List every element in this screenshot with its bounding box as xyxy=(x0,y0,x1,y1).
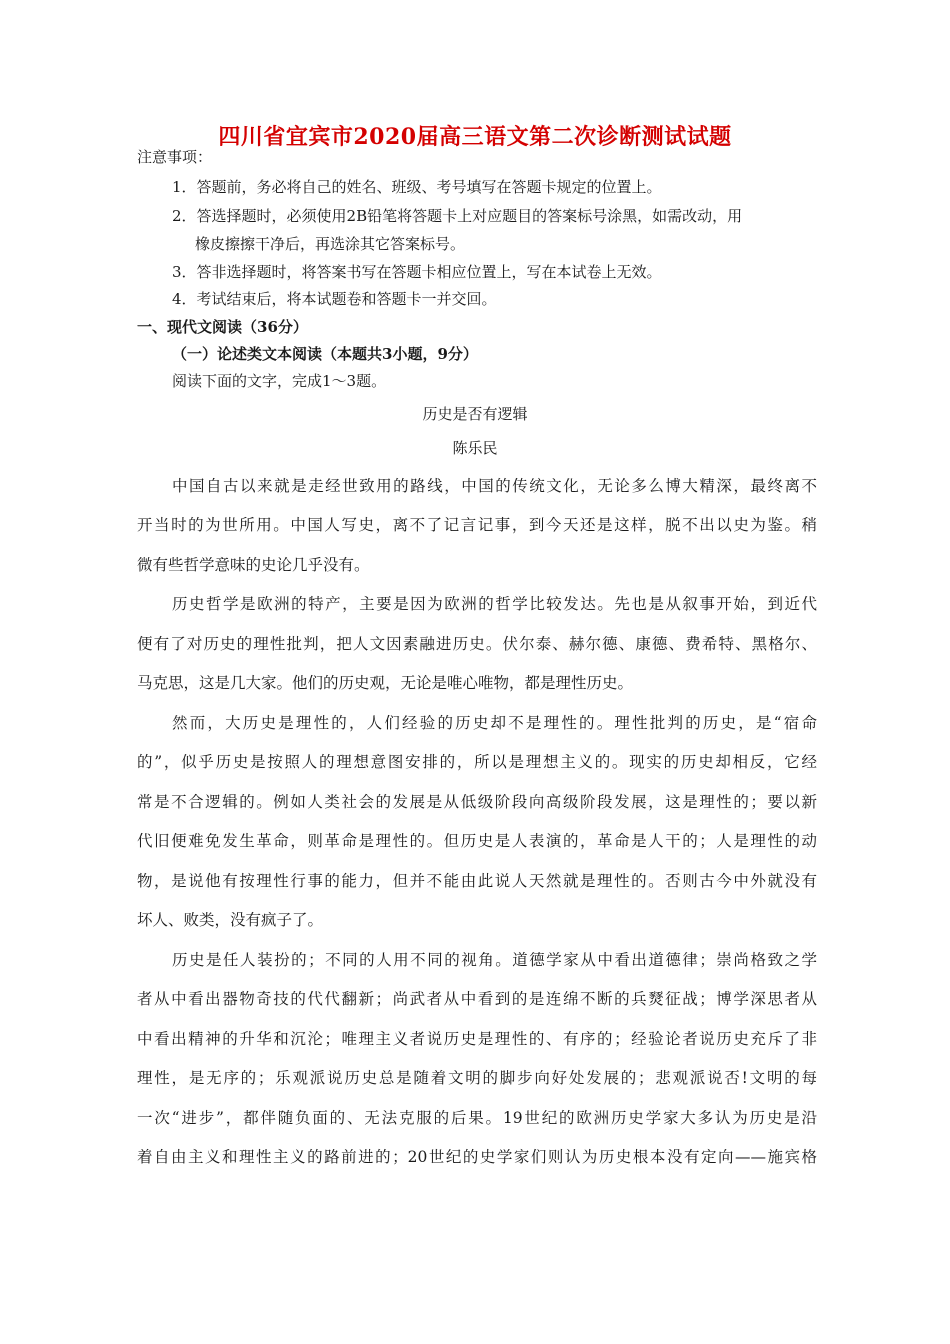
article-line: 理性，是无序的；乐观派说历史总是随着文明的脚步向好处发展的；悲观派说否!文明的每 xyxy=(137,1069,817,1087)
reading-instruction: 阅读下面的文字，完成1～3题。 xyxy=(172,372,387,390)
article-line: 历史是任人装扮的；不同的人用不同的视角。道德学家从中看出道德律；崇尚格致之学 xyxy=(172,951,817,969)
article-line: 历史哲学是欧洲的特产，主要是因为欧洲的哲学比较发达。先也是从叙事开始，到近代 xyxy=(172,595,817,613)
notice-heading: 注意事项： xyxy=(137,148,213,166)
article-line: 然而，大历史是理性的，人们经验的历史却不是理性的。理性批判的历史，是“宿命 xyxy=(172,714,817,732)
article-line: 马克思，这是几大家。他们的历史观，无论是唯心唯物，都是理性历史。 xyxy=(137,674,634,692)
article-line: 代旧便难免发生革命，则革命是理性的。但历史是人表演的，革命是人干的；人是理性的动 xyxy=(137,832,817,850)
article-line: 一次“进步”，都伴随负面的、无法克服的后果。19世纪的欧洲历史学家大多认为历史是沿 xyxy=(137,1109,817,1127)
notice-item-continuation: 橡皮擦擦干净后，再选涂其它答案标号。 xyxy=(195,235,466,253)
notice-item: 2．答选择题时，必须使用2B铅笔将答题卡上对应题目的答案标号涂黑，如需改动，用 xyxy=(172,207,743,225)
article-line: 便有了对历史的理性批判，把人文因素融进历史。伏尔泰、赫尔德、康德、费希特、黑格尔、 xyxy=(137,635,817,653)
article-line: 中看出精神的升华和沉沦；唯理主义者说历史是理性的、有序的；经验论者说历史充斥了非 xyxy=(137,1030,817,1048)
article-line: 者从中看出器物奇技的代代翻新；尚武者从中看到的是连绵不断的兵燹征战；博学深思者从 xyxy=(137,990,817,1008)
subsection-heading: （一）论述类文本阅读（本题共3小题，9分） xyxy=(172,345,478,363)
article-line: 物，是说他有按理性行事的能力，但并不能由此说人天然就是理性的。否则古今中外就没有 xyxy=(137,872,817,890)
notice-item: 3．答非选择题时，将答案书写在答题卡相应位置上，写在本试卷上无效。 xyxy=(172,263,662,281)
article-line: 中国自古以来就是走经世致用的路线，中国的传统文化，无论多么博大精深，最终离不 xyxy=(172,477,817,495)
article-author: 陈乐民 xyxy=(452,439,498,457)
article-line: 着自由主义和理性主义的路前进的；20世纪的史学家们则认为历史根本没有定向——施宾格 xyxy=(137,1148,817,1166)
section-heading: 一、现代文阅读（36分） xyxy=(137,318,308,336)
notice-item: 4．考试结束后，将本试题卷和答题卡一并交回。 xyxy=(172,290,497,308)
document-title: 四川省宜宾市2020届高三语文第二次诊断测试试题 xyxy=(218,124,732,150)
article-line: 常是不合逻辑的。例如人类社会的发展是从低级阶段向高级阶段发展，这是理性的；要以新 xyxy=(137,793,817,811)
article-line: 开当时的为世所用。中国人写史，离不了记言记事，到今天还是这样，脱不出以史为鉴。稍 xyxy=(137,516,817,534)
article-title: 历史是否有逻辑 xyxy=(422,405,528,423)
article-line: 坏人、败类，没有疯子了。 xyxy=(137,911,324,929)
notice-item: 1．答题前，务必将自己的姓名、班级、考号填写在答题卡规定的位置上。 xyxy=(172,178,662,196)
article-line: 的”，似乎历史是按照人的理想意图安排的，所以是理想主义的。现实的历史却相反，它经 xyxy=(137,753,817,771)
article-line: 微有些哲学意味的史论几乎没有。 xyxy=(137,556,370,574)
